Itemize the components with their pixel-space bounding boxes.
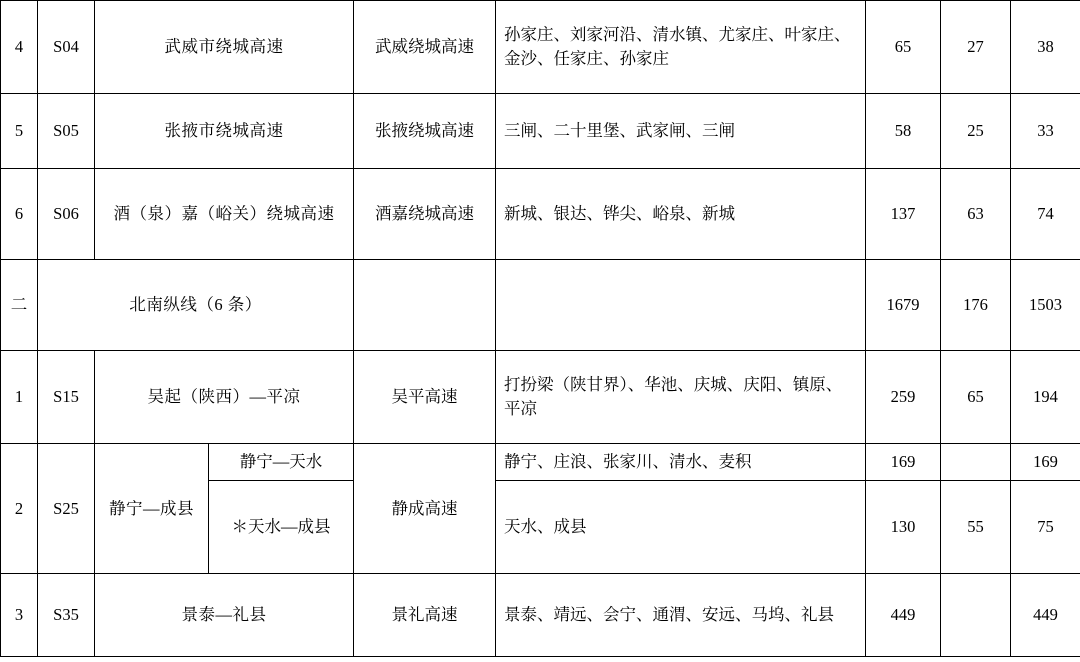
row-built-km <box>941 573 1011 656</box>
row-built-km <box>941 444 1011 481</box>
row-total-km: 259 <box>866 351 941 444</box>
row-short-name: 酒嘉绕城高速 <box>354 169 496 260</box>
row-built-km: 63 <box>941 169 1011 260</box>
row-total-km: 65 <box>866 1 941 94</box>
table-row <box>1 1 1080 94</box>
row-no: 6 <box>1 169 38 260</box>
row-code: S04 <box>38 1 95 94</box>
row-built-km: 25 <box>941 94 1011 169</box>
row-built-km: 65 <box>941 351 1011 444</box>
row-built-km: 27 <box>941 1 1011 94</box>
section-short-name <box>354 260 496 351</box>
table-row <box>1 444 1080 481</box>
row-segment-name: 静宁—天水 <box>209 444 354 481</box>
table-row <box>1 169 1080 260</box>
section-no: 二 <box>1 260 38 351</box>
row-passing-places: 新城、银达、铧尖、峪泉、新城 <box>496 169 866 260</box>
row-no: 1 <box>1 351 38 444</box>
row-short-name: 武威绕城高速 <box>354 1 496 94</box>
row-no: 3 <box>1 573 38 656</box>
row-total-km: 169 <box>866 444 941 481</box>
section-passing-places <box>496 260 866 351</box>
table-row <box>1 94 1080 169</box>
section-total-km: 1679 <box>866 260 941 351</box>
row-passing-places: 天水、成县 <box>496 480 866 573</box>
section-built-km: 176 <box>941 260 1011 351</box>
row-route-name: 景泰—礼县 <box>95 573 354 656</box>
row-short-name: 景礼高速 <box>354 573 496 656</box>
row-code: S35 <box>38 573 95 656</box>
row-total-km: 137 <box>866 169 941 260</box>
row-pending-km: 74 <box>1011 169 1080 260</box>
row-no: 5 <box>1 94 38 169</box>
row-code: S06 <box>38 169 95 260</box>
row-no: 4 <box>1 1 38 94</box>
row-route-name: 张掖市绕城高速 <box>95 94 354 169</box>
row-route-name: 静宁—成县 <box>95 444 209 574</box>
row-passing-places: 孙家庄、刘家河沿、清水镇、尤家庄、叶家庄、金沙、任家庄、孙家庄 <box>496 1 866 94</box>
row-passing-places: 景泰、靖远、会宁、通渭、安远、马坞、礼县 <box>496 573 866 656</box>
row-route-name: 吴起（陕西）—平凉 <box>95 351 354 444</box>
row-passing-places: 打扮梁（陕甘界）、华池、庆城、庆阳、镇原、平凉 <box>496 351 866 444</box>
row-pending-km: 169 <box>1011 444 1080 481</box>
row-short-name: 张掖绕城高速 <box>354 94 496 169</box>
row-segment-name: ＊天水—成县 <box>209 480 354 573</box>
row-short-name: 静成高速 <box>354 444 496 574</box>
table-row <box>1 351 1080 444</box>
row-route-name: 武威市绕城高速 <box>95 1 354 94</box>
row-total-km: 130 <box>866 480 941 573</box>
row-pending-km: 33 <box>1011 94 1080 169</box>
row-passing-places: 静宁、庄浪、张家川、清水、麦积 <box>496 444 866 481</box>
row-pending-km: 449 <box>1011 573 1080 656</box>
table-row <box>1 573 1080 656</box>
row-pending-km: 75 <box>1011 480 1080 573</box>
row-total-km: 449 <box>866 573 941 656</box>
row-passing-places: 三闸、二十里堡、武家闸、三闸 <box>496 94 866 169</box>
row-built-km: 55 <box>941 480 1011 573</box>
row-short-name: 吴平高速 <box>354 351 496 444</box>
table-section-row <box>1 260 1080 351</box>
row-route-name: 酒（泉）嘉（峪关）绕城高速 <box>95 169 354 260</box>
section-title: 北南纵线（6 条） <box>38 260 354 351</box>
row-pending-km: 194 <box>1011 351 1080 444</box>
row-no: 2 <box>1 444 38 574</box>
row-pending-km: 38 <box>1011 1 1080 94</box>
row-code: S05 <box>38 94 95 169</box>
section-pending-km: 1503 <box>1011 260 1080 351</box>
row-total-km: 58 <box>866 94 941 169</box>
row-code: S25 <box>38 444 95 574</box>
row-code: S15 <box>38 351 95 444</box>
